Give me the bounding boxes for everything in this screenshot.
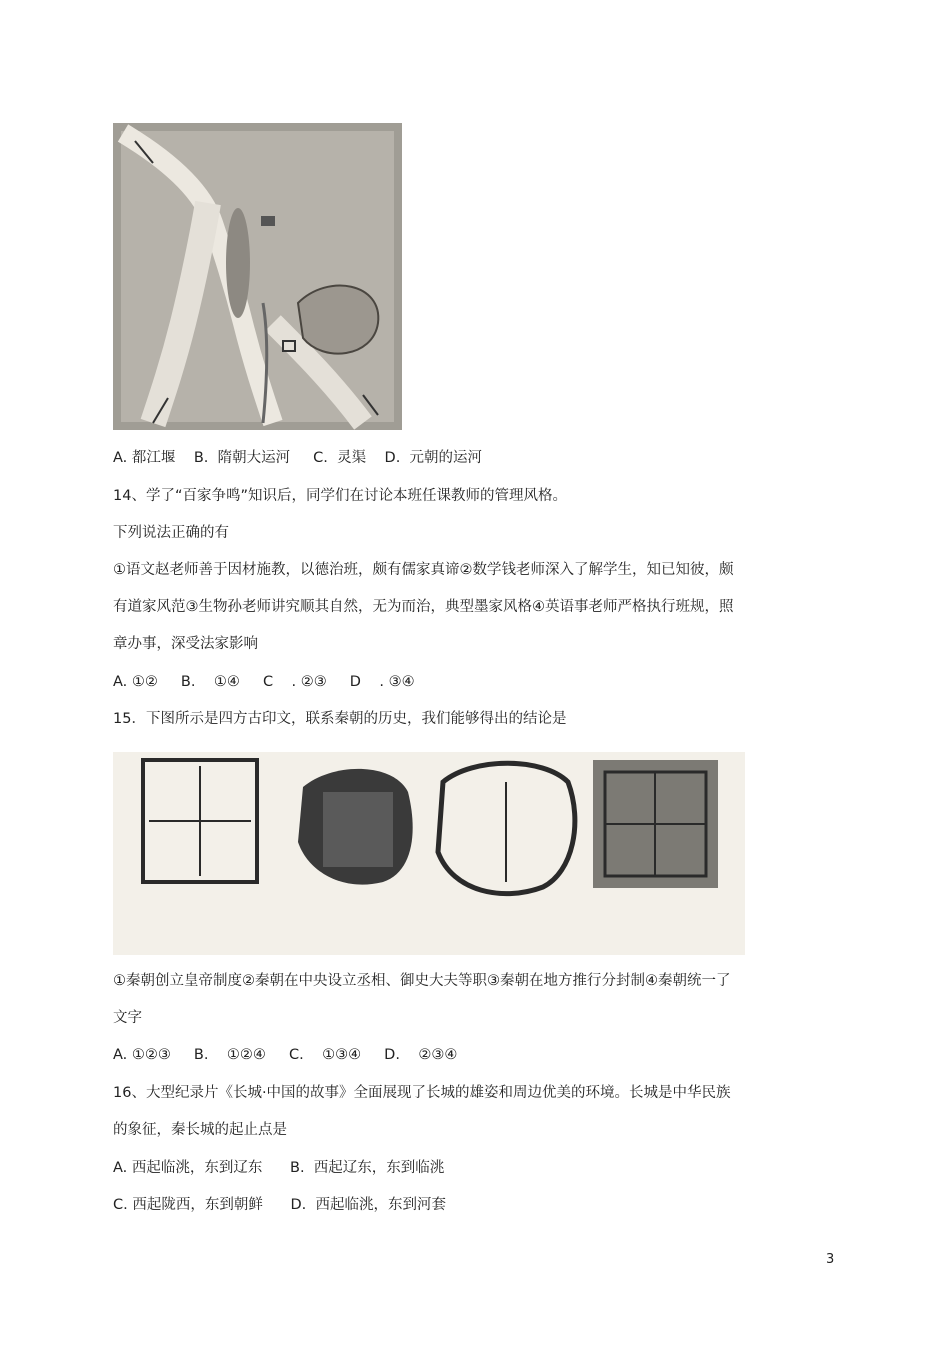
q16-stem-2: 的象征，秦长城的起止点是 bbox=[113, 1122, 287, 1138]
q16-options-2: C. 西起陇西，东到朝鲜 D. 西起临洮，东到河套 bbox=[113, 1197, 446, 1213]
q14-body-3: 章办事，深受法家影响 bbox=[113, 636, 258, 652]
q14-body-1: ①语文赵老师善于因材施教，以德治班，颇有儒家真谛②数学钱老师深入了解学生，知已知彼，颇 bbox=[113, 562, 734, 578]
q15-stem: 15．下图所示是四方古印文，联系秦朝的历史，我们能够得出的结论是 bbox=[113, 711, 567, 727]
dujiangyan-map bbox=[113, 123, 402, 430]
q14-stem: 14、学了“百家争鸣”知识后，同学们在讨论本班任课教师的管理风格。 bbox=[113, 488, 567, 504]
q15-options: A. ①②③ B. ①②④ C. ①③④ D. ②③④ bbox=[113, 1047, 458, 1063]
q15-body-1: ①秦朝创立皇帝制度②秦朝在中央设立丞相、御史大夫等职③秦朝在地方推行分封制④秦朝统一了 bbox=[113, 973, 731, 989]
page-number: 3 bbox=[826, 1252, 835, 1267]
q14-options: A. ①② B. ①④ C . ②③ D . ③④ bbox=[113, 674, 415, 690]
q16-stem-1: 16、大型纪录片《长城·中国的故事》全面展现了长城的雄姿和周边优美的环境。长城是中华民族 bbox=[113, 1085, 731, 1101]
q14-prompt: 下列说法正确的有 bbox=[113, 525, 229, 541]
q13-options: A. 都江堰 B. 隋朝大运河 C. 灵渠 D. 元朝的运河 bbox=[113, 450, 483, 466]
q15-body-2: 文字 bbox=[113, 1010, 142, 1026]
q16-options-1: A. 西起临洮，东到辽东 B. 西起辽东，东到临洮 bbox=[113, 1160, 445, 1176]
ancient-seals-figure bbox=[113, 752, 745, 955]
q14-body-2: 有道家风范③生物孙老师讲究顺其自然，无为而治，典型墨家风格④英语事老师严格执行班规，照 bbox=[113, 599, 734, 615]
